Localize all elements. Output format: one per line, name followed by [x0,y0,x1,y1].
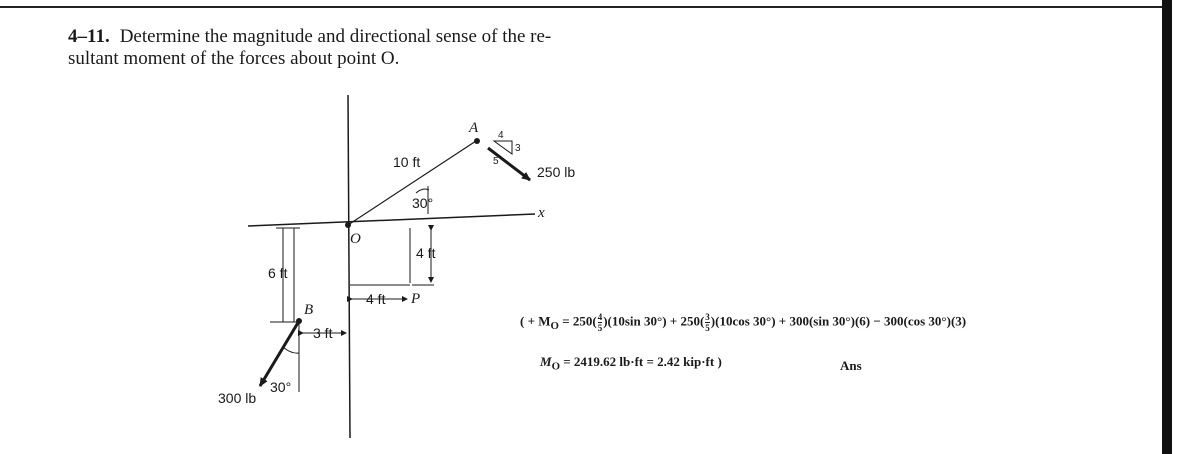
frac2-num: 3 [705,312,710,322]
label-10ft: 10 ft [393,154,421,170]
label-slope-5: 5 [493,156,499,167]
eq1-sub: O [550,320,559,333]
label-4ft-vertical: 4 ft [416,245,436,261]
force-300-arrow [260,321,299,386]
frac1-den: 5 [597,323,603,333]
angle-arc-bottom [283,347,299,353]
eq1-eq: = 250( [558,313,597,329]
eq1-t1: )(10sin 30°) + 250( [603,313,705,329]
problem-text-1: Determine the magnitude and directional sense of the re- [119,26,552,47]
label-O: O [350,231,361,247]
angle-arc-top [416,189,429,193]
eq2-rhs: = 2419.62 lb·ft = 2.42 kip·ft ) [560,354,722,369]
label-B: B [304,302,314,318]
label-6ft: 6 ft [268,265,288,281]
label-300lb: 300 lb [218,390,257,406]
moment-equation [520,312,966,333]
label-slope-3: 3 [515,143,521,154]
horizontal-axis [248,214,535,226]
point-O [345,222,351,228]
eq2-sub: O [551,360,560,373]
vertical-axis [348,95,350,438]
label-A: A [469,120,479,136]
point-A [474,138,480,144]
fraction-3-5 [705,312,710,333]
answer-label: Ans [840,358,862,373]
label-x: x [538,205,545,221]
label-P: P [411,291,421,307]
label-3ft: 3 ft [313,325,333,341]
frac2-den: 5 [705,323,710,333]
fraction-4-5 [598,312,603,333]
label-4ft-horizontal: 4 ft [366,291,386,307]
label-30-top: 30° [412,195,434,211]
problem-line-2: sultant moment of the forces about point O. [68,48,400,69]
slope-triangle [494,141,512,154]
frac1-num: 4 [597,312,603,322]
moment-result [540,354,722,373]
label-250lb: 250 lb [537,164,576,180]
problem-number: 4–11. [68,26,110,47]
eq2-lhs: M [540,354,552,369]
eq1-prefix: ( + M [520,313,551,329]
label-30-bottom: 30° [270,379,292,395]
eq1-t2: )(10cos 30°) + 300(sin 30°)(6) − 300(cos 30°)(3) [710,313,967,329]
label-slope-4: 4 [498,130,504,141]
